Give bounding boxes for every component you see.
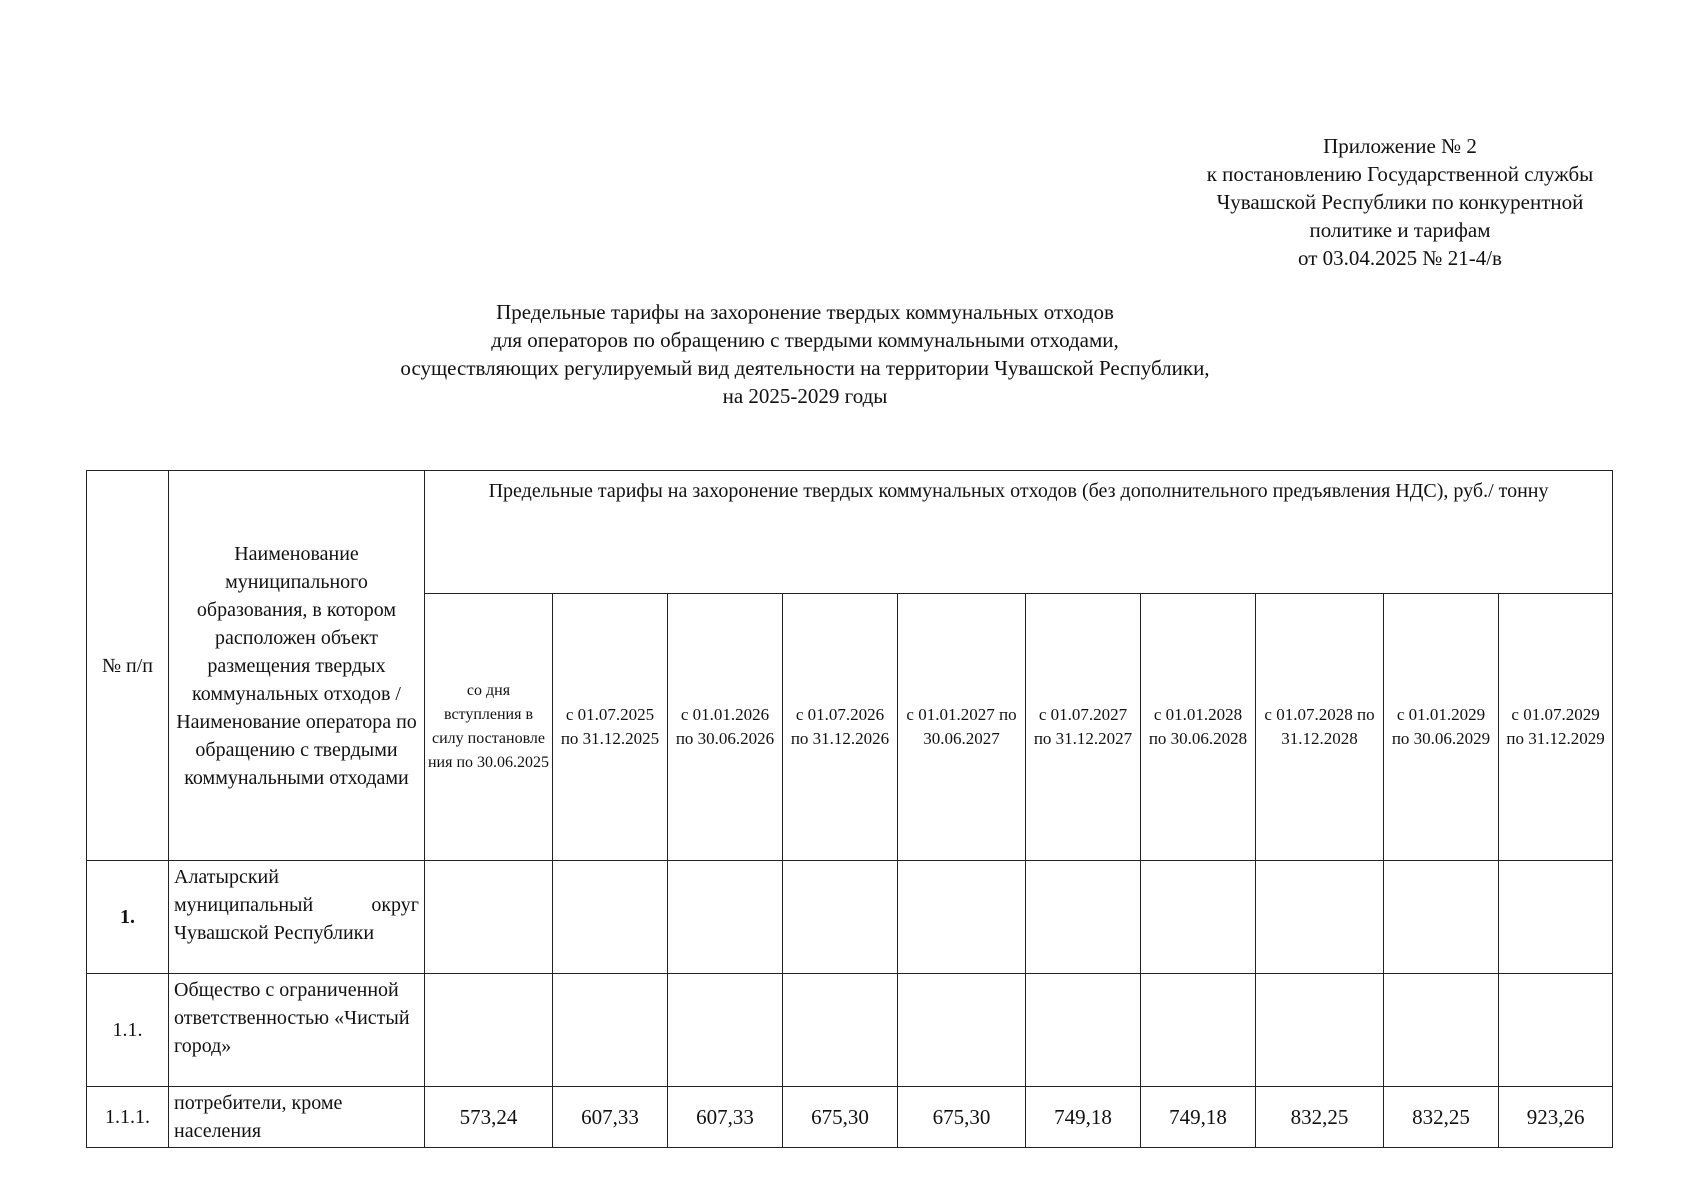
tariff-cell: [1499, 974, 1613, 1087]
header-name: Наименование муниципального образования, в котором расположен объект размещения твердых коммунальных отходов / Наименование оператора по обращению с твердыми коммунальными отходами: [169, 471, 425, 861]
tariff-cell: [898, 974, 1026, 1087]
tariff-cell: 749,18: [1141, 1087, 1256, 1148]
appendix-block: [1130, 132, 1670, 272]
tariff-cell: [425, 974, 553, 1087]
row-number: 1.1.1.: [87, 1087, 169, 1148]
title-line: Предельные тарифы на захоронение твердых коммунальных отходов: [496, 300, 1114, 324]
tariff-cell: 749,18: [1026, 1087, 1141, 1148]
appendix-line: Приложение № 2: [1323, 134, 1477, 158]
tariff-cell: [668, 861, 783, 974]
header-period: с 01.07.2028 по 31.12.2028: [1256, 594, 1384, 861]
header-period: со дня вступления в силу постановле ния по 30.06.2025: [425, 594, 553, 861]
tariff-cell: [553, 974, 668, 1087]
tariff-cell: 923,26: [1499, 1087, 1613, 1148]
table-row: [87, 861, 1613, 974]
tariff-cell: 573,24: [425, 1087, 553, 1148]
table-row: [87, 1087, 1613, 1148]
tariff-cell: [1256, 861, 1384, 974]
table-row: [87, 974, 1613, 1087]
tariff-cell: [783, 861, 898, 974]
tariff-cell: [1256, 974, 1384, 1087]
tariff-cell: [668, 974, 783, 1087]
header-period: с 01.01.2028 по 30.06.2028: [1141, 594, 1256, 861]
header-period: с 01.01.2029 по 30.06.2029: [1384, 594, 1499, 861]
tariff-cell: 675,30: [898, 1087, 1026, 1148]
tariff-cell: [425, 861, 553, 974]
tariff-cell: [1141, 861, 1256, 974]
tariff-cell: 675,30: [783, 1087, 898, 1148]
tariff-cell: [553, 861, 668, 974]
header-number: № п/п: [87, 471, 169, 861]
tariff-cell: [1384, 861, 1499, 974]
appendix-line: политике и тарифам: [1309, 218, 1491, 242]
title-line: на 2025-2029 годы: [722, 384, 888, 408]
row-number: 1.1.: [87, 974, 169, 1087]
row-name: Общество с ограниченной ответственностью «Чистый город»: [169, 974, 425, 1087]
tariffs-table: [86, 470, 1613, 1148]
header-tariff-group: Предельные тарифы на захоронение твердых коммунальных отходов (без дополнительного предъявления НДС), руб./ тонну: [425, 471, 1613, 594]
title-line: для операторов по обращению с твердыми коммунальными отходами,: [491, 328, 1119, 352]
header-row: [87, 471, 1613, 594]
header-period: с 01.07.2026 по 31.12.2026: [783, 594, 898, 861]
header-period: с 01.01.2027 по 30.06.2027: [898, 594, 1026, 861]
document-title: [330, 298, 1280, 410]
header-period: с 01.07.2027 по 31.12.2027: [1026, 594, 1141, 861]
appendix-line: от 03.04.2025 № 21-4/в: [1298, 246, 1502, 270]
tariff-cell: 607,33: [553, 1087, 668, 1148]
row-name: Алатырский муниципальный округ Чувашской Республики: [169, 861, 425, 974]
tariff-cell: [898, 861, 1026, 974]
header-period: с 01.01.2026 по 30.06.2026: [668, 594, 783, 861]
row-number: 1.: [87, 861, 169, 974]
header-period: с 01.07.2029 по 31.12.2029: [1499, 594, 1613, 861]
tariff-cell: [1026, 974, 1141, 1087]
tariff-cell: 832,25: [1384, 1087, 1499, 1148]
tariff-cell: 607,33: [668, 1087, 783, 1148]
tariff-cell: [1499, 861, 1613, 974]
row-name: потребители, кроме населения: [169, 1087, 425, 1148]
title-line: осуществляющих регулируемый вид деятельности на территории Чувашской Республики,: [400, 356, 1210, 380]
tariff-cell: [1026, 861, 1141, 974]
tariff-cell: [1141, 974, 1256, 1087]
header-period: с 01.07.2025 по 31.12.2025: [553, 594, 668, 861]
appendix-line: к постановлению Государственной службы: [1206, 162, 1594, 186]
tariff-cell: 832,25: [1256, 1087, 1384, 1148]
tariff-cell: [1384, 974, 1499, 1087]
tariff-cell: [783, 974, 898, 1087]
appendix-line: Чувашской Республики по конкурентной: [1216, 190, 1584, 214]
